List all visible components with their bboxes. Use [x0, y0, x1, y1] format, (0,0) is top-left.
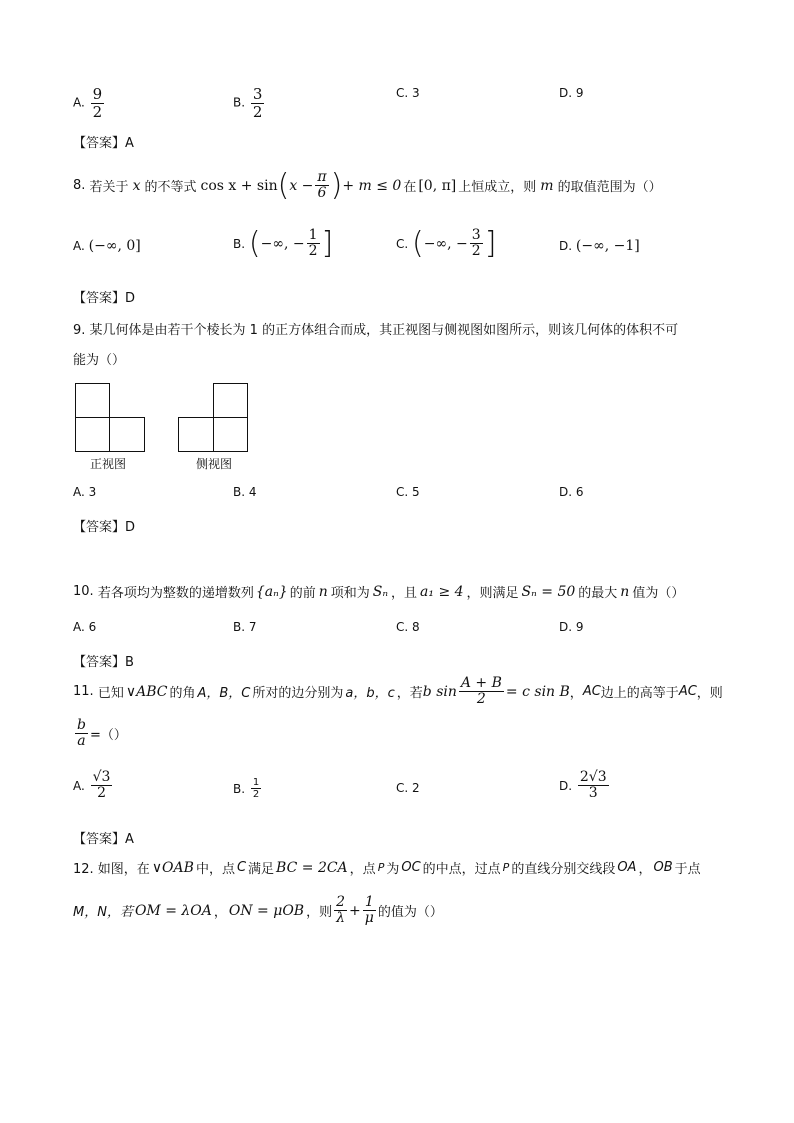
q12-oa: OA — [617, 860, 637, 875]
side-view-caption: 侧视图 — [196, 457, 233, 471]
q9-answer: 【答案】D — [73, 520, 136, 535]
q10-condition: a₁ ≥ 4 — [420, 583, 464, 600]
q12-text-7: 的直线分别交线段 — [511, 862, 616, 877]
side-view-cell-bottom-right — [213, 417, 248, 452]
q10-option-d: D. 9 — [559, 620, 584, 634]
q11-text-4: ，若 — [396, 686, 423, 702]
side-view-cell-top — [213, 383, 248, 418]
q12-ob: OB — [653, 860, 673, 875]
q10-option-b: B. 7 — [233, 620, 257, 634]
q8-text-5: 的取值范围为（） — [557, 180, 662, 196]
q10-var-n-2: n — [620, 583, 630, 600]
q11-text-8: =（） — [89, 728, 127, 744]
q10-condition-2: Sₙ = 50 — [521, 583, 576, 600]
front-view-cell-bottom-right — [109, 417, 145, 452]
q9-option-d: D. 6 — [559, 485, 584, 499]
q10-answer: 【答案】B — [73, 655, 134, 670]
q8-text-1: 若关于 — [89, 180, 129, 196]
q10-text-7: 值为（） — [632, 586, 685, 601]
q12-triangle: ∨OAB — [151, 859, 194, 876]
q12-point-p-2: P — [502, 861, 510, 874]
q8-option-c-fraction: $\frac{3}{2}$ — [471, 227, 481, 260]
q8-stem: 8. 若关于 x 的不等式 cos x + sin ( x − $\frac{\pi}{6}$ ) + m ≤ 0 在 [0, π] 上恒成立，则 m 的取值范围为（） — [73, 167, 662, 203]
q7-answer: 【答案】A — [73, 136, 134, 151]
q12-text-10: ， — [213, 905, 227, 921]
q11-option-a: A. $\frac{√3}{2}$ — [73, 769, 111, 802]
q12-text-12: 的值为（） — [377, 905, 443, 921]
side-view-cell-bottom-left — [178, 417, 214, 452]
front-view-cell-top — [75, 383, 110, 418]
q11-angles: A，B，C — [197, 686, 251, 702]
q11-ac: AC — [582, 684, 601, 700]
q10-text-2: 的前 — [289, 586, 316, 601]
q8-paren-inner: x − — [289, 177, 314, 194]
q7-option-a: A. $\frac{9}{2}$ — [73, 85, 103, 121]
q7-option-a-fraction: $\frac{9}{2}$ — [92, 85, 103, 121]
q8-text-3: 在 — [403, 180, 417, 196]
q11-option-b: B. $\frac{1}{2}$ — [233, 777, 260, 800]
q8-option-c: C. ( −∞, − $\frac{3}{2}$ ] — [396, 225, 497, 261]
q12-separator: ， — [638, 862, 652, 877]
q11-triangle: ∨ABC — [125, 683, 168, 700]
q12-eq-bc: BC = 2CA — [276, 859, 348, 876]
q10-sequence: {aₙ} — [255, 583, 288, 600]
q7-option-d: D. 9 — [559, 86, 584, 100]
q9-option-c: C. 5 — [396, 485, 420, 499]
q11-b-over-a: $\frac{b}{a}$ — [77, 717, 86, 750]
q12-point-p: P — [377, 861, 385, 874]
q10-stem — [73, 582, 684, 601]
q12-eq-om: OM = λOA — [134, 902, 212, 919]
q10-text-6: 的最大 — [578, 586, 618, 601]
q11-eq-pre: b sin — [422, 683, 457, 700]
q11-text-6: 边上的高等于 — [600, 686, 679, 702]
q11-option-b-fraction: $\frac{1}{2}$ — [252, 777, 260, 800]
q10-option-c: C. 8 — [396, 620, 420, 634]
q10-text-1: 若各项均为整数的递增数列 — [97, 586, 254, 601]
q10-text-5: ，则满足 — [466, 586, 519, 601]
q12-point-c: C — [236, 860, 247, 875]
q8-option-a: A. (−∞, 0] — [73, 238, 141, 254]
q8-pi-over-6: $\frac{\pi}{6}$ — [317, 169, 327, 202]
q11-text-1: 已知 — [97, 686, 124, 702]
q12-stem-line-2 — [73, 895, 443, 927]
q11-answer: 【答案】A — [73, 832, 134, 847]
q12-text-5: 为 — [386, 862, 400, 877]
q11-ac-2: AC — [678, 684, 697, 700]
q12-text-1: 12. 如图，在 — [73, 862, 150, 877]
q11-stem-line-1 — [73, 676, 723, 708]
q12-text-4: ，点 — [349, 862, 376, 877]
q11-number: 11. — [73, 684, 94, 700]
q11-option-a-fraction: $\frac{√3}{2}$ — [92, 769, 111, 802]
q8-option-b-fraction: $\frac{1}{2}$ — [308, 227, 318, 260]
front-view-caption: 正视图 — [90, 457, 127, 471]
q11-text-2: 的角 — [169, 686, 196, 702]
q11-text-5: ， — [569, 686, 583, 702]
q8-number: 8. — [73, 178, 86, 194]
q7-option-b-fraction: $\frac{3}{2}$ — [252, 85, 263, 121]
q7-option-b: B. $\frac{3}{2}$ — [233, 85, 263, 121]
q12-plus: + — [349, 902, 361, 919]
q12-text-8: 于点 — [674, 862, 701, 877]
q12-oc: OC — [401, 860, 421, 875]
q8-interval: [0, π] — [418, 177, 457, 194]
q12-text-2: 中，点 — [195, 862, 235, 877]
q8-answer: 【答案】D — [73, 291, 136, 306]
q10-var-n: n — [318, 583, 328, 600]
q8-inequality-lhs: cos x + sin — [200, 177, 278, 194]
q9-option-b: B. 4 — [233, 485, 257, 499]
q12-text-9: M，N，若 — [73, 905, 133, 921]
q11-option-d: D. $\frac{2√3}{3}$ — [559, 769, 607, 802]
q12-text-3: 满足 — [248, 862, 275, 877]
q12-fraction-1-over-mu: $\frac{1}{\mu}$ — [364, 894, 374, 927]
q12-stem-line-1 — [73, 858, 701, 877]
q10-text-3: 项和为 — [330, 586, 370, 601]
q10-Sn: Sₙ — [372, 583, 389, 600]
q11-stem-line-2 — [73, 718, 127, 750]
q8-option-b: B. ( −∞, − $\frac{1}{2}$ ] — [233, 225, 334, 261]
q12-text-11: ，则 — [306, 905, 333, 921]
q11-sides: a，b，c — [345, 686, 395, 702]
q7-option-c: C. 3 — [396, 86, 420, 100]
q11-option-c: C. 2 — [396, 781, 420, 795]
q11-a-plus-b-over-2: $\frac{A + B}{2}$ — [460, 675, 502, 708]
q11-text-3: 所对的边分别为 — [252, 686, 344, 702]
q11-text-7: ，则 — [696, 686, 723, 702]
q8-text-2: 的不等式 — [144, 180, 197, 196]
q8-text-4: 上恒成立，则 — [458, 180, 537, 196]
q11-option-d-fraction: $\frac{2√3}{3}$ — [579, 769, 607, 802]
q10-text-4: ，且 — [391, 586, 418, 601]
q12-fraction-2-over-lambda: $\frac{2}{\lambda}$ — [336, 894, 346, 927]
q9-option-a: A. 3 — [73, 485, 97, 499]
q9-stem-line-2: 能为（） — [73, 353, 126, 368]
q12-eq-on: ON = μOB — [228, 902, 305, 919]
q8-inequality-rhs: + m ≤ 0 — [342, 177, 402, 194]
q12-text-6: 的中点，过点 — [422, 862, 501, 877]
q8-option-d: D. (−∞, −1] — [559, 238, 640, 254]
front-view-cell-bottom-left — [75, 417, 110, 452]
q11-eq-post: = c sin B — [505, 683, 570, 700]
q10-number: 10. — [73, 584, 94, 599]
q8-var-x: x — [132, 177, 141, 194]
q9-stem-line-1: 9. 某几何体是由若干个棱长为 1 的正方体组合而成，其正视图与侧视图如图所示，则该几何体的体积不可 — [73, 323, 679, 338]
q10-option-a: A. 6 — [73, 620, 97, 634]
q8-var-m: m — [540, 177, 554, 194]
